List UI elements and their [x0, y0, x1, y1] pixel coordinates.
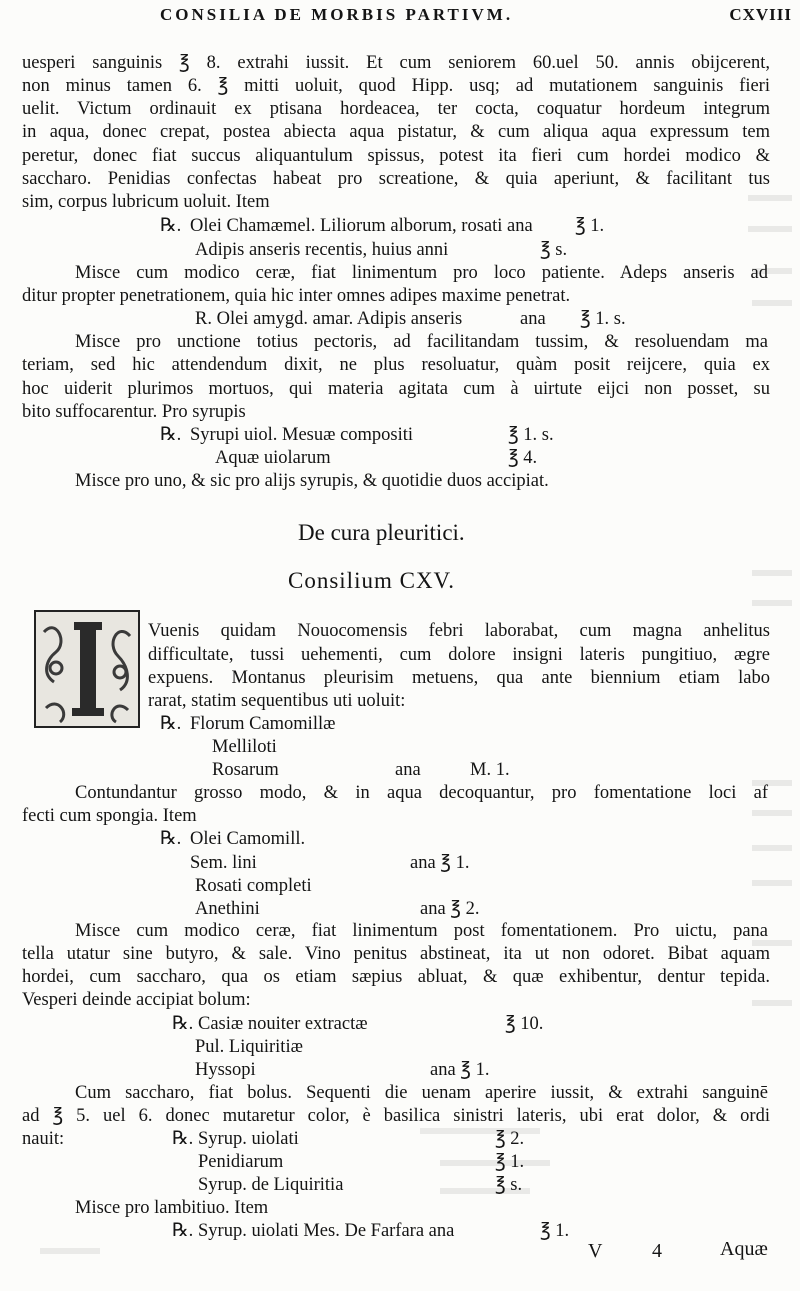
recipe-ingredient: Syrup. uiolati Mes. De Farfara ana: [198, 1221, 455, 1241]
text-line: teriam, sed hic attendendum dixit, ne plus resoluatur, quàm posit reijcere, quia ex: [22, 355, 770, 375]
running-title: CONSILIA DE MORBIS PARTIVM.: [160, 5, 514, 24]
recipe-sign: ℞.: [172, 1221, 194, 1241]
text-line: rarat, statim sequentibus uti uoluit:: [148, 691, 406, 711]
recipe-sign: ℞.: [160, 714, 182, 734]
text-line: Misce pro lambitiuo. Item: [75, 1198, 269, 1218]
foliage-ornament-icon: [36, 612, 138, 726]
recipe-ingredient: Aquæ uiolarum: [215, 448, 331, 468]
text-line: Cum saccharo, fiat bolus. Sequenti die uenam aperire iussit, & extrahi sanguinē: [75, 1083, 768, 1103]
recipe-ingredient: Florum Camomillæ: [190, 714, 336, 734]
recipe-sign: ℞.: [160, 425, 182, 445]
text-line: sim, corpus lubricum uoluit. Item: [22, 192, 270, 212]
recipe-sign: ℞.: [172, 1014, 194, 1034]
recipe-ana: ana: [395, 760, 421, 780]
text-line: expuens. Montanus pleurisim metuens, qua ante biennium etiam labo: [148, 668, 770, 688]
text-line: ditur propter penetrationem, quia hic inter omnes adipes maxime penetrat.: [22, 286, 571, 306]
text-line: Misce cum modico ceræ, fiat linimentum post fomentationem. Pro uictu, pana: [75, 921, 768, 941]
decorated-initial: [34, 610, 140, 728]
recipe-dose: ana ℥ 1.: [430, 1060, 490, 1080]
text-line: Vuenis quidam Nouocomensis febri laborabat, cum magna anhelitus: [148, 621, 770, 641]
recipe-sign: ℞.: [172, 1129, 194, 1149]
recipe-sign: ℞.: [160, 829, 182, 849]
text-line: bito suffocarentur. Pro syrupis: [22, 402, 246, 422]
text-line: Vesperi deinde accipiat bolum:: [22, 990, 251, 1010]
recipe-dose: ℥ 1. s.: [580, 309, 626, 329]
recipe-dose: ℥ 1. s.: [508, 425, 554, 445]
signature-mark: V: [588, 1240, 603, 1262]
text-line: hordei, cum saccharo, qua os etiam sæpius abluat, & quæ exhibentur, dentur tepida.: [22, 967, 770, 987]
text-line: uesperi sanguinis ℥ 8. extrahi iussit. Et cum seniorem 60.uel 50. annis obijcerent,: [22, 53, 770, 73]
recipe-ingredient: Syrup. uiolati: [198, 1129, 299, 1149]
recipe-sign: ℞.: [160, 216, 182, 236]
recipe-ingredient: Syrupi uiol. Mesuæ compositi: [190, 425, 414, 445]
recipe-dose: ℥ 10.: [505, 1014, 544, 1034]
text-line: Misce pro uno, & sic pro alijs syrupis, & quotidie duos accipiat.: [75, 471, 549, 491]
recipe-ingredient: Rosarum: [212, 760, 279, 780]
recipe-dose: ℥ s.: [495, 1175, 523, 1195]
recipe-ana: ana: [520, 309, 546, 329]
recipe-ingredient: Syrup. de Liquiritia: [198, 1175, 344, 1195]
recipe-ingredient: Olei Chamæmel. Liliorum alborum, rosati ana: [190, 216, 533, 236]
text-line: saccharo. Penidias confectas habeat pro screatione, & quia aperiunt, & facilitant tus: [22, 169, 770, 189]
signature-number: 4: [652, 1240, 662, 1262]
recipe-dose: ℥ 4.: [508, 448, 538, 468]
folio-number: CXVIII: [729, 5, 792, 24]
text-line: in aqua, donec crepat, postea abiecta aqua pistatur, & cum aliqua aqua expressum tem: [22, 122, 770, 142]
text-line: non minus tamen 6. ℥ mitti uoluit, quod Hipp. usq; ad mutationem sanguinis fieri: [22, 76, 770, 96]
text-line: tella utatur sine butyro, & sale. Vino penitus abstineat, ita ut non odoret. Bibat aquam: [22, 944, 770, 964]
recipe-ingredient: R. Olei amygd. amar. Adipis anseris: [195, 309, 463, 329]
recipe-ingredient: Casiæ nouiter extractæ: [198, 1014, 368, 1034]
text-line: hoc uiderit plurimos mortuos, qui materia agitata cum à uirtute eijci non posset, su: [22, 379, 770, 399]
recipe-dose: ℥ 1.: [495, 1152, 525, 1172]
recipe-ingredient: Melliloti: [212, 737, 277, 757]
recipe-dose: ℥ 1.: [575, 216, 605, 236]
catchword: Aquæ: [720, 1238, 768, 1260]
recipe-dose: ana ℥ 2.: [420, 899, 480, 919]
text-line: peretur, donec fiat succus aliquantulum spissus, potest ita fieri cum hordei modico &: [22, 146, 770, 166]
text-line: difficultate, tussi uehementi, cum dolore insigni lateris pungitiuo, ægre: [148, 645, 770, 665]
recipe-ingredient: Anethini: [195, 899, 260, 919]
recipe-dose: ℥ s.: [540, 240, 568, 260]
running-header: [0, 2, 800, 32]
recipe-dose: ℥ 2.: [495, 1129, 525, 1149]
text-line: ad ℥ 5. uel 6. donec mutaretur color, è basilica sinistri lateris, ubi erat dolor, & ordi: [22, 1106, 770, 1126]
recipe-ingredient: Penidiarum: [198, 1152, 284, 1172]
section-title: De cura pleuritici.: [298, 520, 465, 545]
recipe-dose: ana ℥ 1.: [410, 853, 470, 873]
recipe-ingredient: Hyssopi: [195, 1060, 256, 1080]
text-line: Misce pro unctione totius pectoris, ad facilitandam tussim, & resoluendam ma: [75, 332, 768, 352]
text-line: Misce cum modico ceræ, fiat linimentum pro loco patiente. Adeps anseris ad: [75, 263, 768, 283]
text-line: nauit:: [22, 1129, 65, 1149]
text-line: uelit. Victum ordinauit ex ptisana hordeacea, ter cocta, coquatur hordeum integrum: [22, 99, 770, 119]
recipe-dose: M. 1.: [470, 760, 510, 780]
recipe-ingredient: Adipis anseris recentis, huius anni: [195, 240, 449, 260]
recipe-ingredient: Sem. lini: [190, 853, 257, 873]
recipe-ingredient: Pul. Liquiritiæ: [195, 1037, 303, 1057]
recipe-dose: ℥ 1.: [540, 1221, 570, 1241]
text-line: fecti cum spongia. Item: [22, 806, 197, 826]
recipe-ingredient: Rosati completi: [195, 876, 312, 896]
consilium-title: Consilium CXV.: [288, 568, 455, 593]
text-line: Contundantur grosso modo, & in aqua decoquantur, pro fomentatione loci af: [75, 783, 768, 803]
initial-letter: [36, 726, 37, 727]
recipe-ingredient: Olei Camomill.: [190, 829, 306, 849]
